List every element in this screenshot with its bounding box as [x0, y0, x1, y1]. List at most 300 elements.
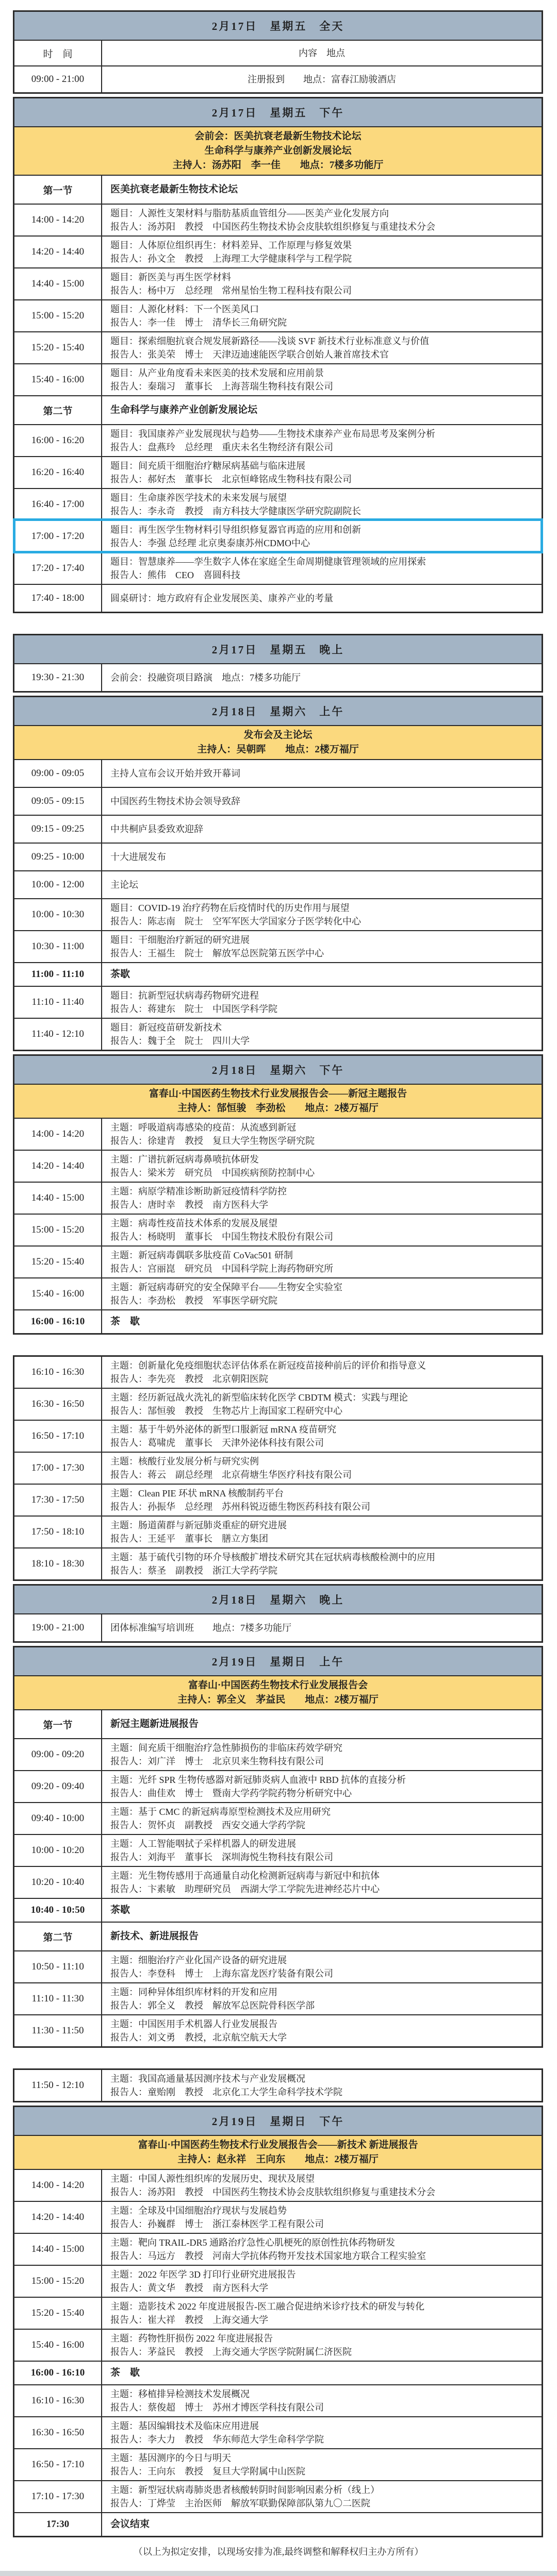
- talk-title: 主题：靶向 TRAIL-DR5 通路治疗急性心肌梗死的原创性抗体药物研发: [110, 2237, 395, 2248]
- row-text: 中国医药生物技术协会领导致辞: [110, 796, 240, 806]
- talk-title: 主题：新冠病毒研究的安全保障平台——生物安全实验室: [110, 1282, 342, 1292]
- banner-line: 主持人：汤苏阳 李一佳 地点：7楼多功能厅: [172, 160, 384, 171]
- day-header-row: [14, 1647, 542, 1675]
- talk-row: [14, 2480, 542, 2512]
- talk-speaker: 报告人：茅益民 教授 上海交通大学医学院附属仁济医院: [110, 2347, 352, 2357]
- talk-row: [14, 1388, 542, 1420]
- time-text: 17:30 - 17:50: [31, 1494, 85, 1505]
- time-text: 09:00 - 21:00: [31, 74, 85, 85]
- talk-title: 题目：再生医学生物材料引导组织修复器官再造的应用和创新: [110, 525, 361, 535]
- time-text: 15:40 - 16:00: [31, 1288, 85, 1299]
- talk-speaker: 报告人：蔡俊超 博士 苏州才博医学科技有限公司: [110, 2402, 324, 2413]
- talk-row: [14, 1770, 542, 1802]
- time-cell: [14, 2202, 102, 2233]
- table-block: [13, 1355, 543, 1581]
- talk-title: 题目：人源化材料：下一个医美风口: [110, 304, 259, 314]
- time-cell: [14, 1710, 102, 1738]
- time-text: 14:40 - 15:00: [31, 1192, 85, 1203]
- talk-speaker: 报告人：蒋云 副总经理 北京荷塘生华医疗科技有限公司: [110, 1470, 352, 1480]
- highlighted-talk-row[interactable]: [14, 520, 542, 552]
- time-text: 14:40 - 15:00: [31, 278, 85, 289]
- talk-row: [14, 299, 542, 331]
- content-cell: [102, 1710, 542, 1738]
- row-text: 茶 歇: [110, 1316, 140, 1327]
- break-row: [14, 962, 542, 986]
- talk-title: 主题：间充质干细胞治疗急性肺损伤的非临床药效学研究: [110, 1743, 342, 1753]
- time-cell: [14, 1357, 102, 1388]
- time-cell: [14, 1183, 102, 1214]
- time-text: 09:20 - 09:40: [31, 1781, 85, 1792]
- banner-line: 主持人：郭全义 茅益民 地点：2楼万福厅: [177, 1694, 379, 1705]
- talk-speaker: 报告人：唐时幸 教授 南方医科大学: [110, 1200, 268, 1210]
- time-text: 第二节: [43, 1932, 73, 1943]
- banner-line: 发布会及主论坛: [243, 730, 313, 740]
- row-text: 新技术、新进展报告: [110, 1931, 199, 1942]
- schedule-row: [14, 663, 542, 691]
- talk-row: [14, 1420, 542, 1452]
- talk-row: [14, 2384, 542, 2416]
- time-text: 第一节: [43, 185, 73, 196]
- content-cell: [102, 1019, 542, 1050]
- content-cell: [102, 66, 542, 92]
- day-header-text: 2月17日 星期五 晚上: [211, 644, 345, 656]
- column-header-row: [14, 40, 542, 65]
- content-cell: [102, 2202, 542, 2233]
- talk-speaker: 报告人：李一佳 博士 清华长三角研究院: [110, 317, 287, 328]
- time-text: 11:10 - 11:40: [31, 997, 84, 1007]
- time-text: 09:25 - 10:00: [31, 851, 85, 862]
- row-text: 新冠主题新进展报告: [110, 1719, 199, 1729]
- content-cell: [102, 585, 542, 612]
- talk-speaker: 报告人：杨中万 总经理 常州星怡生物工程科技有限公司: [110, 285, 352, 296]
- talk-speaker: 报告人：杨晓明 董事长 中国生物技术股份有限公司: [110, 1232, 333, 1242]
- time-cell: [14, 816, 102, 843]
- banner-line: 富春山·中国医药生物技术行业发展报告会——新冠主题报告: [149, 1088, 407, 1099]
- time-text: 15:20 - 15:40: [31, 1256, 85, 1267]
- talk-row: [14, 2201, 542, 2233]
- schedule-row: [14, 584, 542, 612]
- time-cell: [14, 844, 102, 870]
- schedule-row: [14, 870, 542, 898]
- talk-title: 主题：基于牛奶外泌体的新型口服新冠 mRNA 疫苗研究: [110, 1424, 337, 1435]
- time-text: 11:40 - 12:10: [31, 1029, 84, 1039]
- talk-row: [14, 2233, 542, 2265]
- talk-title: 主题：呼吸道病毒感染的疫苗：从流感到新冠: [110, 1122, 296, 1133]
- talk-row: [14, 1214, 542, 1245]
- time-text: 09:15 - 09:25: [31, 823, 85, 834]
- content-cell: [102, 760, 542, 787]
- talk-title: 主题：同种异体组织库材料的开发和应用: [110, 1987, 277, 1997]
- talk-row: [14, 1118, 542, 1150]
- content-cell: [102, 2330, 542, 2361]
- time-text: 16:50 - 17:10: [31, 1430, 85, 1441]
- talk-speaker: 报告人：郝好杰 董事长 北京恒峰铭成生物科技有限公司: [110, 474, 352, 484]
- time-text: 19:00 - 21:00: [31, 1622, 85, 1633]
- talk-row: [14, 1982, 542, 2014]
- time-text: 16:00 - 16:10: [30, 1316, 85, 1327]
- time-text: 10:30 - 11:00: [31, 941, 84, 952]
- content-cell: [102, 2449, 542, 2480]
- time-text: 17:00 - 17:30: [31, 1462, 85, 1473]
- talk-speaker: 报告人：蔡圣 副教授 浙江大学药学院: [110, 1565, 277, 1576]
- talk-row: [14, 1245, 542, 1277]
- section-row: [14, 1922, 542, 1950]
- time-cell: [14, 1983, 102, 2014]
- time-text: 10:20 - 10:40: [31, 1877, 85, 1888]
- talk-row: [14, 204, 542, 235]
- talk-title: 主题：光纤 SPR 生物传感器对新冠肺炎病人血液中 RBD 抗体的直接分析: [110, 1775, 406, 1785]
- row-text: 会议结束: [110, 2519, 150, 2530]
- banner-line: 主持人：吴朝晖 地点：2楼万福厅: [197, 744, 359, 755]
- talk-row: [14, 1950, 542, 1982]
- talk-title: 主题：经历新冠战火洗礼的新型临床转化医学 CBDTM 模式：实践与理论: [110, 1392, 408, 1403]
- time-text: 18:10 - 18:30: [31, 1558, 85, 1569]
- time-cell: [14, 332, 102, 363]
- talk-row: [14, 2070, 542, 2101]
- time-text: 11:10 - 11:30: [31, 1993, 84, 2004]
- content-cell: [102, 1517, 542, 1547]
- time-cell: [14, 364, 102, 395]
- talk-speaker: 报告人：李先亮 教授 北京朝阳医院: [110, 1374, 268, 1384]
- talk-speaker: 报告人：李强 总经理 北京奥泰康苏州CDMO中心: [110, 538, 310, 548]
- talk-speaker: 报告人：张美荣 博士 天津迈迪速能医学联合创始人兼首席技术官: [110, 349, 389, 360]
- content-cell: [102, 2481, 542, 2512]
- banner-line: 主持人：赵永祥 王向东 地点：2楼万福厅: [177, 2154, 379, 2165]
- talk-row: [14, 986, 542, 1018]
- content-cell: [102, 1183, 542, 1214]
- talk-title: 题目：智慧康养——孪生数字人体在家庭全生命周期健康管理领域的应用探索: [110, 557, 426, 567]
- section-row: [14, 395, 542, 424]
- talk-title: 主题：基因测序的今日与明天: [110, 2453, 231, 2463]
- table-block: [13, 2068, 543, 2102]
- talk-title: 题目：新医美与再生医学材料: [110, 272, 231, 282]
- talk-speaker: 报告人：汤苏阳 教授 中国医药生物技术协会皮肤软组织修复与重建技术分会: [110, 2187, 435, 2197]
- talk-row: [14, 2265, 542, 2297]
- talk-title: 题目：人源性支架材料与脂肪基质血管组分——医美产业化发展方向: [110, 208, 389, 218]
- time-text: 16:30 - 16:50: [31, 1399, 85, 1409]
- time-cell: [14, 788, 102, 815]
- banner-line: 生命科学与康养产业创新发展论坛: [204, 145, 352, 156]
- content-cell: [102, 816, 542, 843]
- table-block: [13, 1054, 543, 1335]
- talk-row: [14, 488, 542, 520]
- talk-speaker: 报告人：熊伟 CEO 喜圆科技: [110, 570, 240, 580]
- talk-row: [14, 1150, 542, 1182]
- time-cell: [14, 760, 102, 787]
- talk-speaker: 报告人：刘文勇 教授，北京航空航天大学: [110, 2032, 287, 2043]
- session-banner: [14, 126, 542, 175]
- row-text: 茶歇: [110, 1905, 130, 1915]
- talk-title: 主题：病原学精准诊断助新冠疫情科学防控: [110, 1186, 287, 1197]
- time-cell: [14, 1119, 102, 1150]
- day-header-row: [14, 12, 542, 40]
- talk-speaker: 报告人：王延平 董事长 膳立方集团: [110, 1534, 268, 1544]
- content-cell: [102, 364, 542, 395]
- talk-title: 主题：药物性肝损伤 2022 年度进展报告: [110, 2333, 273, 2344]
- content-cell: [102, 2234, 542, 2265]
- content-cell: [102, 268, 542, 299]
- content-cell: [102, 1867, 542, 1898]
- talk-speaker: 报告人：汤苏阳 教授 中国医药生物技术协会皮肤软组织修复与重建技术分会: [110, 222, 435, 232]
- time-cell: [14, 237, 102, 267]
- content-cell: [102, 553, 542, 584]
- day-header-text: 2月17日 星期五 下午: [211, 107, 345, 119]
- time-cell: [14, 425, 102, 456]
- time-text: 16:30 - 16:50: [31, 2427, 85, 2438]
- day-header-row: [14, 635, 542, 663]
- time-text: 11:50 - 12:10: [31, 2080, 84, 2091]
- talk-title: 主题：创新量化免疫细胞状态评估体系在新冠疫苗接种前后的评价和指导意义: [110, 1360, 426, 1371]
- content-cell: [102, 2385, 542, 2416]
- day-header-row: [14, 98, 542, 126]
- time-text: 第二节: [43, 406, 73, 417]
- content-cell: [102, 1923, 542, 1950]
- content-cell: [102, 1421, 542, 1452]
- time-cell: [14, 1247, 102, 1277]
- row-text: 医美抗衰老最新生物技术论坛: [110, 184, 238, 195]
- banner-line: 富春山·中国医药生物技术行业发展报告会——新技术 新进展报告: [138, 2140, 418, 2150]
- time-cell: [14, 2449, 102, 2480]
- time-text: 时 间: [43, 48, 73, 60]
- time-cell: [14, 2385, 102, 2416]
- talk-title: 主题：广谱抗新冠病毒鼻喷抗体研发: [110, 1154, 259, 1165]
- table-block: [13, 634, 543, 693]
- talk-title: 主题：病毒性疫苗技术体系的发展及展望: [110, 1218, 277, 1228]
- time-cell: [14, 1867, 102, 1898]
- time-cell: [14, 2234, 102, 2265]
- time-cell: [14, 2513, 102, 2536]
- talk-title: 题目：干细胞治疗新冠的研究进展: [110, 935, 250, 945]
- time-text: 16:00 - 16:20: [31, 435, 85, 446]
- talk-title: 主题：全球及中国细胞治疗现状与发展趋势: [110, 2205, 287, 2216]
- time-text: 15:40 - 16:00: [31, 2339, 85, 2350]
- content-cell: [102, 237, 542, 267]
- time-cell: [14, 1215, 102, 1245]
- time-text: 16:20 - 16:40: [31, 467, 85, 478]
- content-cell: [102, 664, 542, 691]
- schedule-row: [14, 843, 542, 870]
- time-cell: [14, 2070, 102, 2101]
- time-cell: [14, 457, 102, 488]
- talk-title: 主题：中国人源性组织库的发展历史、现状及展望: [110, 2174, 315, 2184]
- talk-speaker: 报告人：郭全义 教授 解放军总医院骨科医学部: [110, 2000, 315, 2011]
- time-cell: [14, 899, 102, 930]
- time-cell: [14, 1517, 102, 1547]
- content-cell: [102, 931, 542, 962]
- time-cell: [14, 1803, 102, 1834]
- time-cell: [14, 1485, 102, 1516]
- content-cell: [102, 1835, 542, 1866]
- time-cell: [14, 2015, 102, 2046]
- talk-row: [14, 1182, 542, 1214]
- talk-title: 主题：2022 年医学 3D 打印行业研究进展报告: [110, 2269, 296, 2280]
- day-header-row: [14, 697, 542, 725]
- banner-line: 主持人：郜恒骏 李劲松 地点：2楼万福厅: [177, 1103, 379, 1114]
- time-text: 第一节: [43, 1720, 73, 1731]
- time-cell: [14, 1389, 102, 1420]
- time-text: 16:40 - 17:00: [31, 499, 85, 510]
- talk-title: 题目：COVID-19 治疗药物在后疫情时代的历史作用与展望: [110, 903, 350, 913]
- time-cell: [14, 1739, 102, 1770]
- content-cell: [102, 1899, 542, 1922]
- talk-speaker: 报告人：丁烨莹 主治医师 解放军联勤保障部队第九〇二医院: [110, 2498, 370, 2508]
- talk-title: 主题：中国医用手术机器人行业发展报告: [110, 2019, 277, 2029]
- content-cell: [102, 396, 542, 424]
- time-text: 11:30 - 11:50: [31, 2025, 84, 2036]
- time-cell: [14, 1151, 102, 1182]
- time-text: 16:10 - 16:30: [31, 1367, 85, 1377]
- talk-row: [14, 1802, 542, 1834]
- time-text: 16:50 - 17:10: [31, 2459, 85, 2470]
- break-row: [14, 2361, 542, 2384]
- schedule-row: [14, 759, 542, 787]
- time-cell: [14, 396, 102, 424]
- row-text: 茶歇: [110, 969, 130, 980]
- talk-title: 题目：我国康养产业发展现状与趋势——生物技术康养产业布局思考及案例分析: [110, 429, 435, 439]
- time-text: 17:30: [46, 2519, 70, 2530]
- talk-speaker: 报告人：王向东 教授 复旦大学附属中山医院: [110, 2466, 305, 2477]
- talk-title: 题目：生命康养医学技术的未来发展与展望: [110, 493, 287, 503]
- content-cell: [102, 2015, 542, 2046]
- talk-speaker: 报告人：梁米芳 研究员 中国疾病预防控制中心: [110, 1168, 315, 1178]
- time-text: 15:00 - 15:20: [31, 1224, 85, 1235]
- time-cell: [14, 2362, 102, 2384]
- talk-speaker: 报告人：曲佳欢 博士 暨南大学药学院药物分析研究中心: [110, 1788, 352, 1798]
- content-cell: [102, 963, 542, 986]
- talk-title: 题目：新冠疫苗研发新技术: [110, 1022, 222, 1033]
- day-header-text: 2月19日 星期日 下午: [211, 2115, 345, 2128]
- time-text: 15:00 - 15:20: [31, 2276, 85, 2286]
- time-text: 14:00 - 14:20: [31, 214, 85, 225]
- talk-title: 主题：我国高通量基因测序技术与产业发展概况: [110, 2074, 305, 2084]
- day-header-row: [14, 2107, 542, 2135]
- talk-speaker: 报告人：童贻刚 教授 北京化工大学生命科学技术学院: [110, 2087, 342, 2097]
- talk-row: [14, 1866, 542, 1898]
- talk-speaker: 报告人：贺怀贞 副教授 西安交通大学药学院: [110, 1820, 305, 1830]
- content-cell: [102, 1803, 542, 1834]
- talk-title: 主题：细胞治疗产业化国产设备的研究进展: [110, 1955, 287, 1965]
- content-cell: [102, 2170, 542, 2201]
- talk-title: 题目：探索细胞抗衰合规发展新路径——浅谈 SVF 新技术行业标准意义与价值: [110, 336, 430, 346]
- content-cell: [102, 425, 542, 456]
- time-text: 17:50 - 18:10: [31, 1526, 85, 1537]
- talk-speaker: 报告人：魏于全 院士 四川大学: [110, 1036, 250, 1046]
- row-text: 会前会：投融资项目路演 地点：7楼多功能厅: [110, 672, 301, 683]
- time-text: 09:00 - 09:05: [31, 768, 85, 779]
- day-header-row: [14, 1056, 542, 1084]
- time-text: 17:20 - 17:40: [31, 563, 85, 574]
- talk-speaker: 报告人：刘海平 董事长 深圳海悦生物科技有限公司: [110, 1852, 333, 1862]
- session-banner: [14, 2135, 542, 2169]
- talk-row: [14, 2014, 542, 2046]
- time-cell: [14, 300, 102, 331]
- time-cell: [14, 1614, 102, 1641]
- time-text: 09:40 - 10:00: [31, 1813, 85, 1824]
- time-cell: [14, 1923, 102, 1950]
- talk-speaker: 报告人：李劲松 教授 军事医学研究院: [110, 1295, 277, 1306]
- time-text: 11:00 - 11:10: [31, 969, 85, 980]
- time-text: 17:00 - 17:20: [31, 531, 85, 542]
- talk-speaker: 报告人：郜恒骏 教授 生物芯片上海国家工程研究中心: [110, 1406, 342, 1416]
- content-cell: [102, 1771, 542, 1802]
- talk-row: [14, 331, 542, 363]
- talk-title: 主题：造影技术 2022 年度进展报告-医工融合促进纳米诊疗技术的研发与转化: [110, 2301, 424, 2312]
- content-cell: [102, 1247, 542, 1277]
- content-cell: [102, 1357, 542, 1388]
- content-cell: [102, 1310, 542, 1333]
- table-block: [13, 10, 543, 94]
- talk-title: 主题：基因编辑技术及临床应用进展: [110, 2421, 259, 2431]
- content-cell: [102, 871, 542, 898]
- row-text: 注册报到 地点：富春江励骏酒店: [248, 74, 396, 85]
- time-cell: [14, 1771, 102, 1802]
- talk-title: 主题：新冠病毒偶联多肽疫苗 CoVac501 研制: [110, 1250, 293, 1260]
- time-cell: [14, 1278, 102, 1309]
- talk-row: [14, 267, 542, 299]
- row-text: 内容 地点: [299, 48, 345, 58]
- time-text: 15:40 - 16:00: [31, 374, 85, 385]
- talk-title: 题目：人体原位组织再生：材料差异、工作原理与修复效果: [110, 240, 352, 250]
- time-cell: [14, 2481, 102, 2512]
- talk-row: [14, 1018, 542, 1050]
- table-block: [13, 97, 543, 613]
- talk-row: [14, 930, 542, 962]
- content-cell: [102, 1739, 542, 1770]
- day-header-text: 2月17日 星期五 全天: [211, 20, 345, 32]
- talk-row: [14, 1547, 542, 1579]
- talk-row: [14, 2416, 542, 2448]
- talk-row: [14, 235, 542, 267]
- talk-speaker: 报告人：马远方 教授 河南大学抗体药物开发技术国家地方联合工程实验室: [110, 2251, 426, 2261]
- talk-row: [14, 424, 542, 456]
- time-cell: [14, 2417, 102, 2448]
- talk-speaker: 报告人：卞素敏 助理研究员 西湖大学工学院先进神经芯片中心: [110, 1884, 380, 1894]
- day-header-text: 2月18日 星期六 下午: [211, 1064, 345, 1076]
- talk-speaker: 报告人：黄文华 教授 南方医科大学: [110, 2283, 268, 2293]
- content-cell: [102, 1151, 542, 1182]
- talk-row: [14, 456, 542, 488]
- time-cell: [14, 2298, 102, 2329]
- content-cell: [102, 41, 542, 65]
- row-text: 主持人宣布会议开始并致开幕词: [110, 768, 240, 779]
- content-cell: [102, 332, 542, 363]
- content-cell: [102, 844, 542, 870]
- table-block: [13, 696, 543, 1051]
- section-row: [14, 175, 542, 204]
- talk-title: 主题：肠道菌群与新冠肺炎重症的研究进展: [110, 1520, 287, 1530]
- session-banner: [14, 725, 542, 759]
- section-row: [14, 1709, 542, 1738]
- time-cell: [14, 489, 102, 520]
- talk-row: [14, 1738, 542, 1770]
- time-cell: [14, 1019, 102, 1050]
- talk-title: 主题：新型冠状病毒肺炎患者核酸转阴时间影响因素分析（线上）: [110, 2485, 380, 2495]
- schedule-row: [14, 1613, 542, 1641]
- time-text: 15:20 - 15:40: [31, 2308, 85, 2318]
- content-cell: [102, 1485, 542, 1516]
- table-block: [13, 1584, 543, 1643]
- time-cell: [14, 521, 102, 552]
- talk-row: [14, 2448, 542, 2480]
- break-row: [14, 1309, 542, 1333]
- talk-title: 主题：基于 CMC 的新冠病毒原型检测技术及应用研究: [110, 1807, 331, 1817]
- talk-speaker: 报告人：崔大祥 教授 上海交通大学: [110, 2315, 268, 2325]
- content-cell: [102, 2266, 542, 2297]
- talk-title: 题目：间充质干细胞治疗糖尿病基础与临床进展: [110, 461, 305, 471]
- time-cell: [14, 963, 102, 986]
- time-cell: [14, 1310, 102, 1333]
- talk-title: 主题：人工智能咽拭子采样机器人的研发进展: [110, 1839, 296, 1849]
